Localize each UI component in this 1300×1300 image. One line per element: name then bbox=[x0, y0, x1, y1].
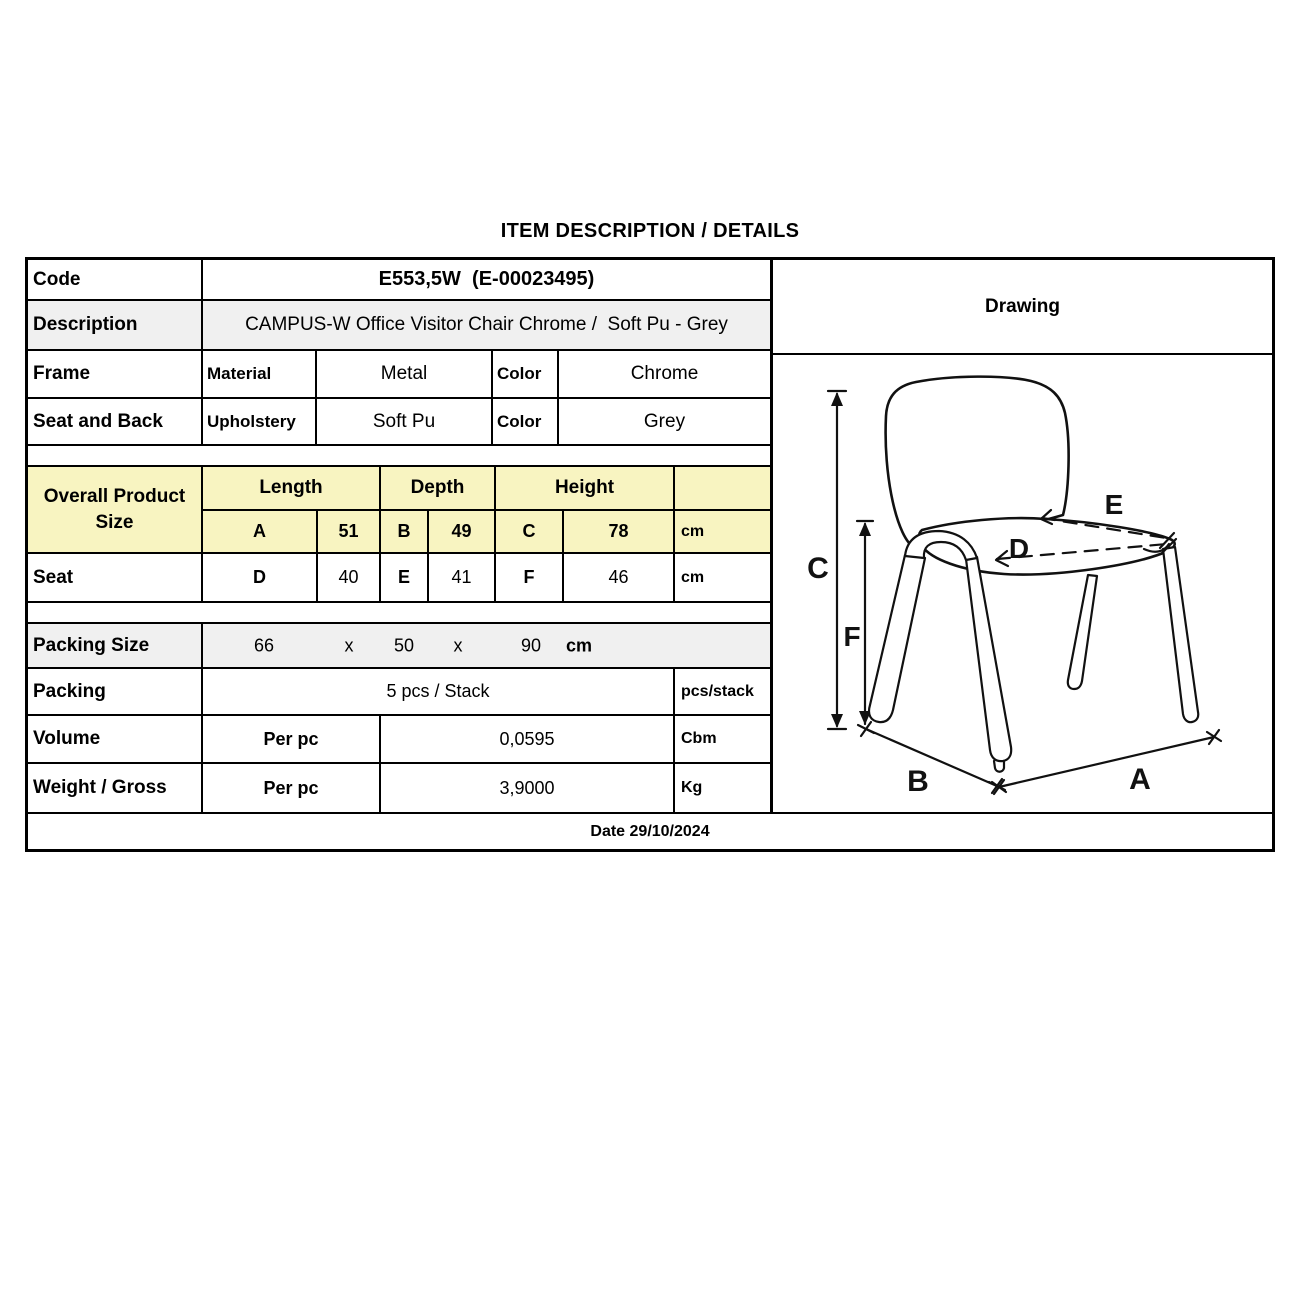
table-top-section bbox=[28, 260, 1272, 812]
volume-label: Volume bbox=[28, 716, 203, 762]
dim-b-value: 49 bbox=[429, 511, 496, 552]
frame-label: Frame bbox=[28, 351, 203, 397]
frame-color-key: Color bbox=[493, 351, 559, 397]
seatback-material-key: Upholstery bbox=[203, 399, 317, 444]
date-row bbox=[28, 812, 1272, 849]
weight-per: Per pc bbox=[203, 764, 381, 812]
dim-d-value: 40 bbox=[318, 554, 381, 601]
pack-x1: x bbox=[344, 635, 354, 655]
dim-d-key: D bbox=[203, 554, 318, 601]
pack-width: 50 bbox=[393, 635, 415, 655]
packing-row bbox=[28, 669, 770, 716]
code-row bbox=[28, 260, 770, 301]
chair-front-right-foot bbox=[994, 761, 1004, 772]
description-label: Description bbox=[28, 301, 203, 349]
dim-line-c bbox=[828, 391, 846, 729]
volume-value: 0,0595 bbox=[381, 716, 675, 762]
dim-f-value: 46 bbox=[564, 554, 675, 601]
seatback-color-value: Grey bbox=[643, 410, 686, 432]
volume-row bbox=[28, 716, 770, 764]
spacer-row bbox=[28, 446, 770, 467]
packing-size-row bbox=[28, 624, 770, 669]
drawing-label-e: E bbox=[1104, 489, 1124, 520]
packing-value: 5 pcs / Stack bbox=[203, 669, 675, 714]
packing-unit: pcs/stack bbox=[681, 682, 754, 700]
seat-row bbox=[28, 554, 770, 603]
date-value: Date 29/10/2024 bbox=[590, 822, 710, 840]
seatback-color-key: Color bbox=[493, 399, 559, 444]
overall-size-section bbox=[28, 467, 770, 554]
frame-row bbox=[28, 351, 770, 399]
drawing-label-c: C bbox=[807, 552, 829, 585]
header-height: Height bbox=[496, 467, 675, 509]
chair-line-drawing bbox=[773, 355, 1272, 810]
chair-rear-right-leg bbox=[1163, 547, 1198, 722]
seat-label: Seat bbox=[28, 554, 203, 601]
chair-front-right-leg bbox=[966, 557, 1011, 761]
drawing-header: Drawing bbox=[773, 260, 1272, 355]
weight-value: 3,9000 bbox=[381, 764, 675, 812]
dim-e-value: 41 bbox=[429, 554, 496, 601]
size-header-row bbox=[203, 467, 770, 511]
seat-unit: cm bbox=[681, 568, 705, 586]
size-values-row bbox=[203, 511, 770, 552]
dim-f-key: F bbox=[496, 554, 564, 601]
volume-unit: Cbm bbox=[681, 730, 717, 747]
drawing-label-f: F bbox=[843, 621, 861, 652]
dim-c-value: 78 bbox=[564, 511, 675, 552]
dim-c-key: C bbox=[496, 511, 564, 552]
page-title: ITEM DESCRIPTION / DETAILS bbox=[500, 220, 800, 242]
packing-size-label: Packing Size bbox=[28, 624, 203, 667]
description-row bbox=[28, 301, 770, 351]
pack-length: 66 bbox=[253, 635, 275, 655]
frame-color-value: Chrome bbox=[630, 363, 699, 384]
code-label: Code bbox=[28, 260, 203, 299]
packing-label: Packing bbox=[28, 669, 203, 714]
header-depth: Depth bbox=[381, 467, 496, 509]
frame-material-value: Metal bbox=[317, 351, 493, 397]
overall-unit: cm bbox=[675, 511, 770, 552]
drawing-label-a: A bbox=[1129, 763, 1151, 796]
pack-unit: cm bbox=[566, 635, 593, 655]
frame-material-key: Material bbox=[203, 351, 317, 397]
seatback-material-value: Soft Pu bbox=[317, 399, 493, 444]
packing-size-values bbox=[203, 624, 770, 667]
dim-line-a bbox=[992, 730, 1221, 794]
weight-label: Weight / Gross bbox=[28, 764, 203, 812]
volume-per: Per pc bbox=[203, 716, 381, 762]
seatback-label: Seat and Back bbox=[28, 399, 203, 444]
dim-a-key: A bbox=[203, 511, 318, 552]
spec-table bbox=[25, 257, 1275, 852]
description-value: CAMPUS-W Office Visitor Chair Chrome / Soft Pu - Grey bbox=[203, 301, 770, 349]
weight-row bbox=[28, 764, 770, 812]
code-value: E553,5W (E-00023495) bbox=[378, 268, 595, 290]
dim-b-key: B bbox=[381, 511, 429, 552]
header-length: Length bbox=[203, 467, 381, 509]
drawing-canvas bbox=[773, 355, 1272, 812]
pack-x2: x bbox=[453, 635, 463, 655]
chair-front-left-leg bbox=[869, 555, 925, 722]
drawing-label-d: D bbox=[1008, 533, 1030, 564]
spec-left-region bbox=[28, 260, 773, 812]
pack-height: 90 bbox=[520, 635, 542, 655]
drawing-label-b: B bbox=[907, 765, 929, 798]
drawing-panel bbox=[773, 260, 1272, 812]
dim-a-value: 51 bbox=[318, 511, 381, 552]
dim-line-b bbox=[858, 722, 1005, 793]
header-unit-empty bbox=[675, 467, 770, 509]
dim-e-key: E bbox=[381, 554, 429, 601]
overall-size-label: Overall Product Size bbox=[28, 467, 203, 552]
spacer-row bbox=[28, 603, 770, 624]
chair-rear-left-leg bbox=[1068, 575, 1097, 689]
seatback-row bbox=[28, 399, 770, 446]
weight-unit: Kg bbox=[681, 779, 703, 796]
